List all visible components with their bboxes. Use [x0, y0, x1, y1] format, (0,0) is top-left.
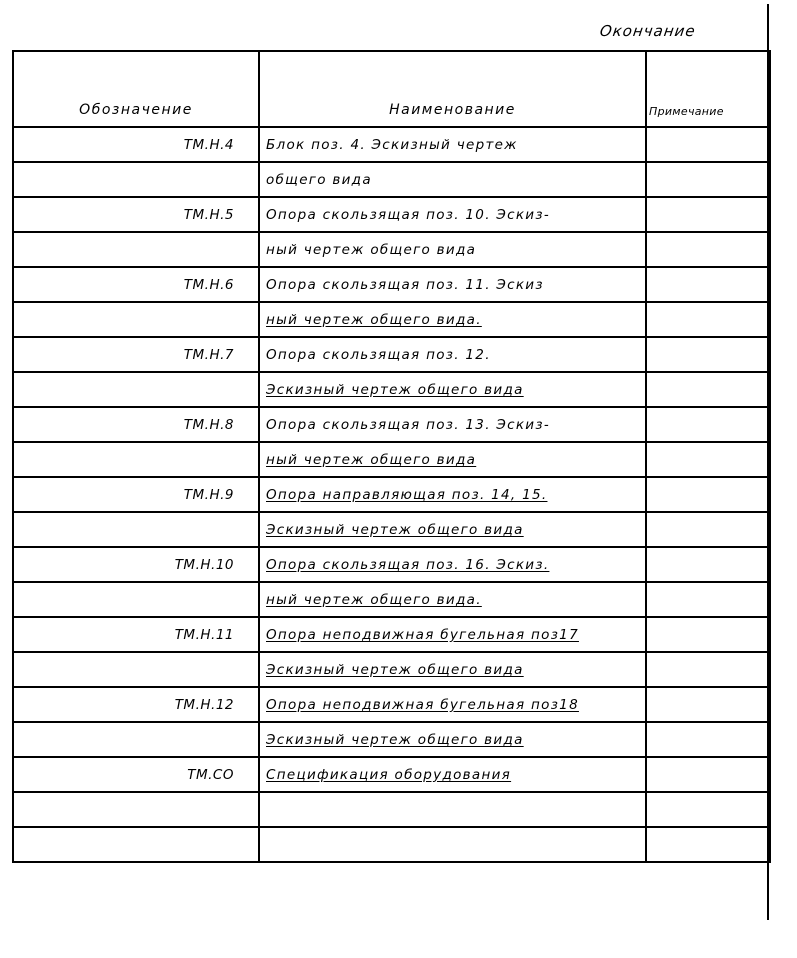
cell-designation	[13, 792, 259, 827]
cell-name-text: Эскизный чертеж общего вида	[266, 731, 524, 748]
cell-name	[259, 442, 646, 477]
cell-designation	[13, 722, 259, 757]
cell-name-text: Опора неподвижная бугельная поз18	[266, 696, 579, 713]
cell-note	[646, 512, 770, 547]
column-header-note: Примечание	[646, 51, 770, 127]
cell-note	[646, 337, 770, 372]
cell-note	[646, 372, 770, 407]
cell-name	[259, 722, 646, 757]
cell-designation: ТМ.СО	[13, 757, 259, 792]
cell-name	[259, 792, 646, 827]
table-row	[13, 337, 770, 372]
table-row	[13, 792, 770, 827]
cell-name	[259, 652, 646, 687]
table-row	[13, 267, 770, 302]
cell-name	[259, 267, 646, 302]
cell-note	[646, 547, 770, 582]
cell-name-text: Опора направляющая поз. 14, 15.	[266, 486, 548, 503]
cell-name-text: Блок поз. 4. Эскизный чертеж	[266, 136, 518, 153]
table-row	[13, 302, 770, 337]
cell-note	[646, 127, 770, 162]
table-row	[13, 127, 770, 162]
cell-name	[259, 582, 646, 617]
cell-name-text: ный чертеж общего вида.	[266, 311, 482, 328]
column-header-designation: Обозначение	[13, 51, 259, 127]
cell-name-text: Опора скользящая поз. 11. Эскиз	[266, 276, 544, 293]
cell-designation	[13, 302, 259, 337]
cell-name-text: Опора скользящая поз. 12.	[266, 346, 491, 363]
cell-designation	[13, 582, 259, 617]
cell-designation: ТМ.Н.8	[13, 407, 259, 442]
table-row	[13, 232, 770, 267]
cell-designation	[13, 827, 259, 862]
cell-note	[646, 757, 770, 792]
table-row	[13, 512, 770, 547]
cell-name	[259, 407, 646, 442]
cell-name-text: Эскизный чертеж общего вида	[266, 661, 524, 678]
cell-note	[646, 267, 770, 302]
table-row	[13, 372, 770, 407]
drawings-list-sheet	[12, 50, 769, 863]
table-row	[13, 477, 770, 512]
table-header-row	[13, 51, 770, 127]
cell-designation: ТМ.Н.12	[13, 687, 259, 722]
cell-note	[646, 162, 770, 197]
table-row	[13, 162, 770, 197]
cell-name	[259, 162, 646, 197]
cell-designation: ТМ.Н.4	[13, 127, 259, 162]
cell-name	[259, 232, 646, 267]
cell-name	[259, 687, 646, 722]
table-row	[13, 442, 770, 477]
drawings-list-table	[12, 50, 771, 863]
cell-designation: ТМ.Н.6	[13, 267, 259, 302]
cell-designation	[13, 232, 259, 267]
cell-note	[646, 477, 770, 512]
table-row	[13, 547, 770, 582]
cell-note	[646, 302, 770, 337]
cell-designation: ТМ.Н.7	[13, 337, 259, 372]
cell-name-text: ный чертеж общего вида	[266, 451, 477, 468]
cell-name	[259, 197, 646, 232]
cell-name-text: Опора скользящая поз. 10. Эскиз-	[266, 206, 550, 223]
cell-name	[259, 127, 646, 162]
cell-note	[646, 687, 770, 722]
cell-note	[646, 197, 770, 232]
cell-name-text: Спецификация оборудования	[266, 766, 512, 783]
table-row	[13, 652, 770, 687]
cell-name	[259, 757, 646, 792]
cell-name-text: Опора скользящая поз. 13. Эскиз-	[266, 416, 550, 433]
cell-name-text: ный чертеж общего вида	[266, 241, 477, 258]
cell-designation: ТМ.Н.11	[13, 617, 259, 652]
cell-note	[646, 722, 770, 757]
continuation-label: Окончание	[598, 22, 697, 40]
cell-name-text: ный чертеж общего вида.	[266, 591, 482, 608]
cell-designation: ТМ.Н.9	[13, 477, 259, 512]
table-row	[13, 197, 770, 232]
cell-designation	[13, 372, 259, 407]
cell-note	[646, 617, 770, 652]
column-header-name: Наименование	[259, 51, 646, 127]
table-row	[13, 722, 770, 757]
cell-name	[259, 302, 646, 337]
cell-name	[259, 827, 646, 862]
cell-name-text: Эскизный чертеж общего вида	[266, 381, 524, 398]
cell-name-text: Опора неподвижная бугельная поз17	[266, 626, 579, 643]
cell-name-text: Опора скользящая поз. 16. Эскиз.	[266, 556, 550, 573]
cell-note	[646, 792, 770, 827]
cell-name	[259, 477, 646, 512]
cell-designation: ТМ.Н.10	[13, 547, 259, 582]
cell-name	[259, 512, 646, 547]
table-row	[13, 407, 770, 442]
cell-note	[646, 652, 770, 687]
cell-name	[259, 372, 646, 407]
cell-name	[259, 547, 646, 582]
table-row	[13, 827, 770, 862]
cell-name-text: Эскизный чертеж общего вида	[266, 521, 524, 538]
cell-designation: ТМ.Н.5	[13, 197, 259, 232]
cell-designation	[13, 162, 259, 197]
cell-name-text: общего вида	[266, 171, 372, 188]
cell-name	[259, 617, 646, 652]
table-row	[13, 617, 770, 652]
cell-note	[646, 827, 770, 862]
cell-designation	[13, 442, 259, 477]
cell-designation	[13, 512, 259, 547]
table-row	[13, 687, 770, 722]
cell-note	[646, 442, 770, 477]
cell-designation	[13, 652, 259, 687]
cell-note	[646, 407, 770, 442]
table-row	[13, 582, 770, 617]
table-row	[13, 757, 770, 792]
cell-note	[646, 232, 770, 267]
cell-name	[259, 337, 646, 372]
cell-note	[646, 582, 770, 617]
